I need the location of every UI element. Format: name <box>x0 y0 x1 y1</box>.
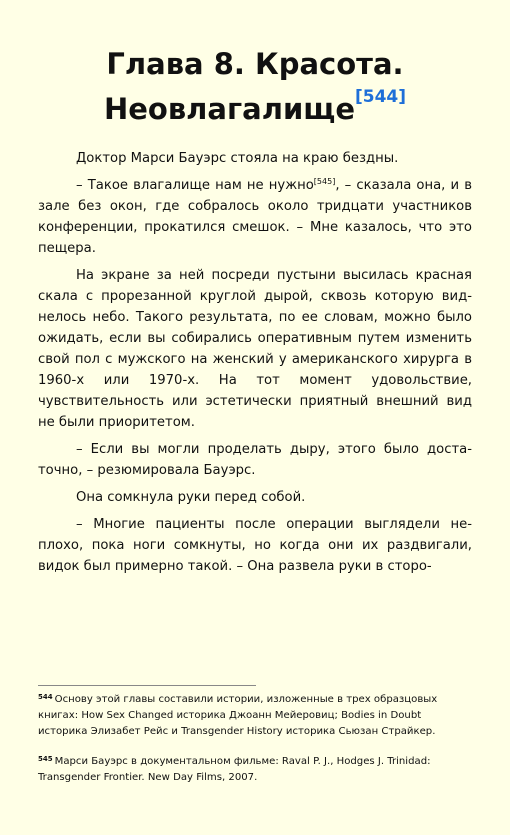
footnote-545 <box>38 754 472 786</box>
footnote-number: 545 <box>38 755 53 763</box>
book-page <box>0 42 510 835</box>
paragraph: – Многие пациенты после операции выглядели неплохо, пока ноги сомкнуты, но когда они их раздвигали, видок был примерно такой. – Она развела руки в сторо- <box>38 517 472 574</box>
chapter-title <box>38 42 472 132</box>
body-text <box>38 148 472 577</box>
footnote-number: 544 <box>38 693 53 701</box>
paragraph <box>38 175 472 259</box>
paragraph: – Если вы могли проделать дыру, этого было достаточно, – резюмировала Бауэрс. <box>38 442 472 478</box>
inline-footnote-ref-link[interactable]: [545] <box>313 177 336 186</box>
paragraph-text: , – сказала она, и в зале без окон, где собралось около тридцати участников конференции, прокатился смешок. – Мне казалось, что это пещера. <box>38 178 472 256</box>
paragraph: На экране за ней посреди пустыни высилась красная скала с прорезанной круглой дырой, сквозь которую виднелось небо. Такого результата, по ее словам, можно было ожидать, если вы собирались оперативным путем изменить свой пол с мужского на женский у американского хирурга в 1960-х или 1970-х. На тот момент удовольствие, чувствительность или эстетически приятный внешний вид не были приоритетом. <box>38 268 472 430</box>
paragraph-text: – Такое влагалище нам не нужно <box>76 178 314 193</box>
footnote-text: Основу этой главы составили истории, изложенные в трех образцовых книгах: How Sex Changed историка Джоанн Мейеровиц; Bodies in Doubt историка Элизабет Рейс и Transgender History историка Сьюзан Страйкер. <box>38 694 438 737</box>
paragraph: Доктор Марси Бауэрс стояла на краю бездны. <box>76 151 399 166</box>
chapter-title-line2: Неовлагалище <box>103 92 355 126</box>
paragraph: Она сомкнула руки перед собой. <box>76 490 306 505</box>
footnote-divider <box>38 685 256 686</box>
footnote-text: Марси Бауэрс в документальном фильме: Raval P. J., Hodges J. Trinidad: Transgender Frontier. New Day Films, 2007. <box>38 756 431 783</box>
footnote-544 <box>38 692 472 740</box>
chapter-footnote-ref-link[interactable]: [544] <box>355 87 407 107</box>
chapter-title-line1: Глава 8. Красота. <box>106 47 404 81</box>
footnotes <box>38 692 472 800</box>
